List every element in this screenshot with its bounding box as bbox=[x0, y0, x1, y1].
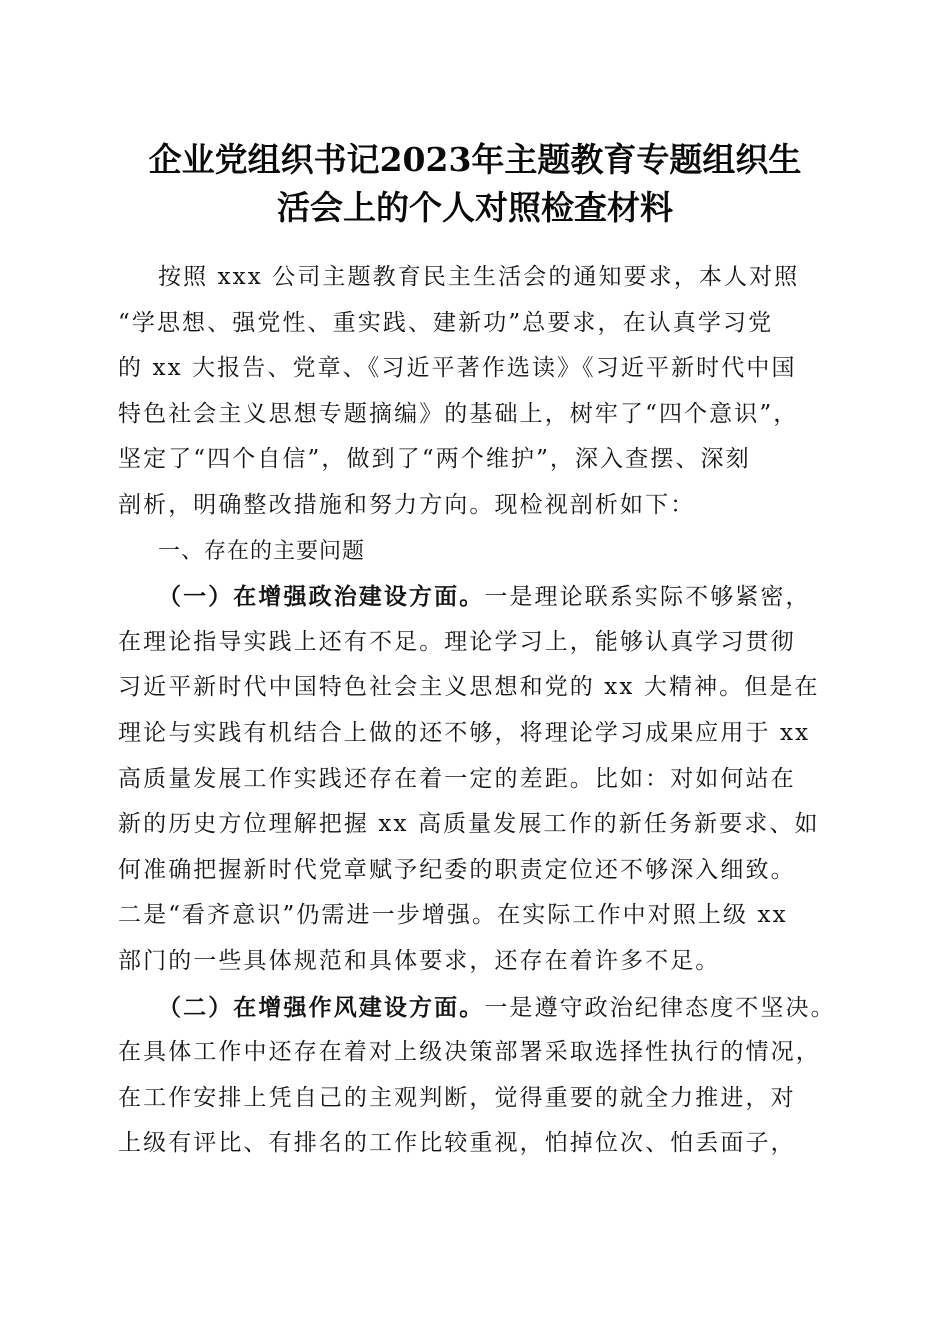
paragraph-line: 部门的一些具体规范和具体要求，还存在着许多不足。 bbox=[118, 947, 721, 974]
title-line-1: 企业党组织书记2023年主题教育专题组织生 bbox=[148, 140, 802, 179]
paragraph-line: 坚定了“四个自信”，做到了“两个维护”，深入查摆、深刻 bbox=[118, 446, 751, 473]
paragraph-line: 新的历史方位理解把握 xx 高质量发展工作的新任务新要求、如 bbox=[118, 811, 820, 838]
paragraph-line: 理论与实践有机结合上做的还不够，将理论学习成果应用于 xx bbox=[118, 719, 811, 746]
paragraph-line: 的 xx 大报告、党章、《习近平著作选读》《习近平新时代中国 bbox=[118, 355, 797, 382]
title-line-2: 活会上的个人对照检查材料 bbox=[277, 188, 673, 227]
paragraph-line bbox=[118, 985, 838, 1031]
paragraph-line: 在具体工作中还存在着对上级决策部署采取选择性执行的情况， bbox=[118, 1039, 821, 1066]
line-text: 一是理论联系实际不够紧密， bbox=[484, 584, 811, 611]
section-heading: 一、存在的主要问题 bbox=[158, 538, 366, 564]
paragraph-line: 剖析，明确整改措施和努力方向。现检视剖析如下： bbox=[118, 491, 696, 518]
paragraph-line bbox=[118, 574, 838, 620]
paragraph-line: “学思想、强党性、重实践、建新功”总要求，在认真学习党 bbox=[118, 309, 774, 336]
subsection-heading: （二）在增强作风建设方面。 bbox=[158, 993, 485, 1021]
line-text: 一是遵守政治纪律态度不坚决。 bbox=[484, 994, 836, 1021]
paragraph-line: 在理论指导实践上还有不足。理论学习上，能够认真学习贯彻 bbox=[118, 628, 796, 655]
document-title bbox=[110, 136, 840, 232]
paragraph-line: 按照 xxx 公司主题教育民主生活会的通知要求，本人对照 bbox=[158, 264, 800, 290]
paragraph-line: 二是“看齐意识”仍需进一步增强。在实际工作中对照上级 xx bbox=[118, 902, 788, 929]
paragraph-line: 在工作安排上凭自己的主观判断，觉得重要的就全力推进，对 bbox=[118, 1084, 796, 1111]
document-body bbox=[118, 255, 838, 1167]
paragraph-line: 高质量发展工作实践还存在着一定的差距。比如：对如何站在 bbox=[118, 765, 796, 792]
subsection-heading: （一）在增强政治建设方面。 bbox=[158, 583, 485, 611]
paragraph-line: 何准确把握新时代党章赋予纪委的职责定位还不够深入细致。 bbox=[118, 856, 796, 883]
paragraph-line: 特色社会主义思想专题摘编》的基础上，树牢了“四个意识”， bbox=[118, 400, 799, 427]
paragraph-line: 习近平新时代中国特色社会主义思想和党的 xx 大精神。但是在 bbox=[118, 674, 820, 701]
paragraph-line: 上级有评比、有排名的工作比较重视，怕掉位次、怕丢面子， bbox=[118, 1130, 796, 1157]
